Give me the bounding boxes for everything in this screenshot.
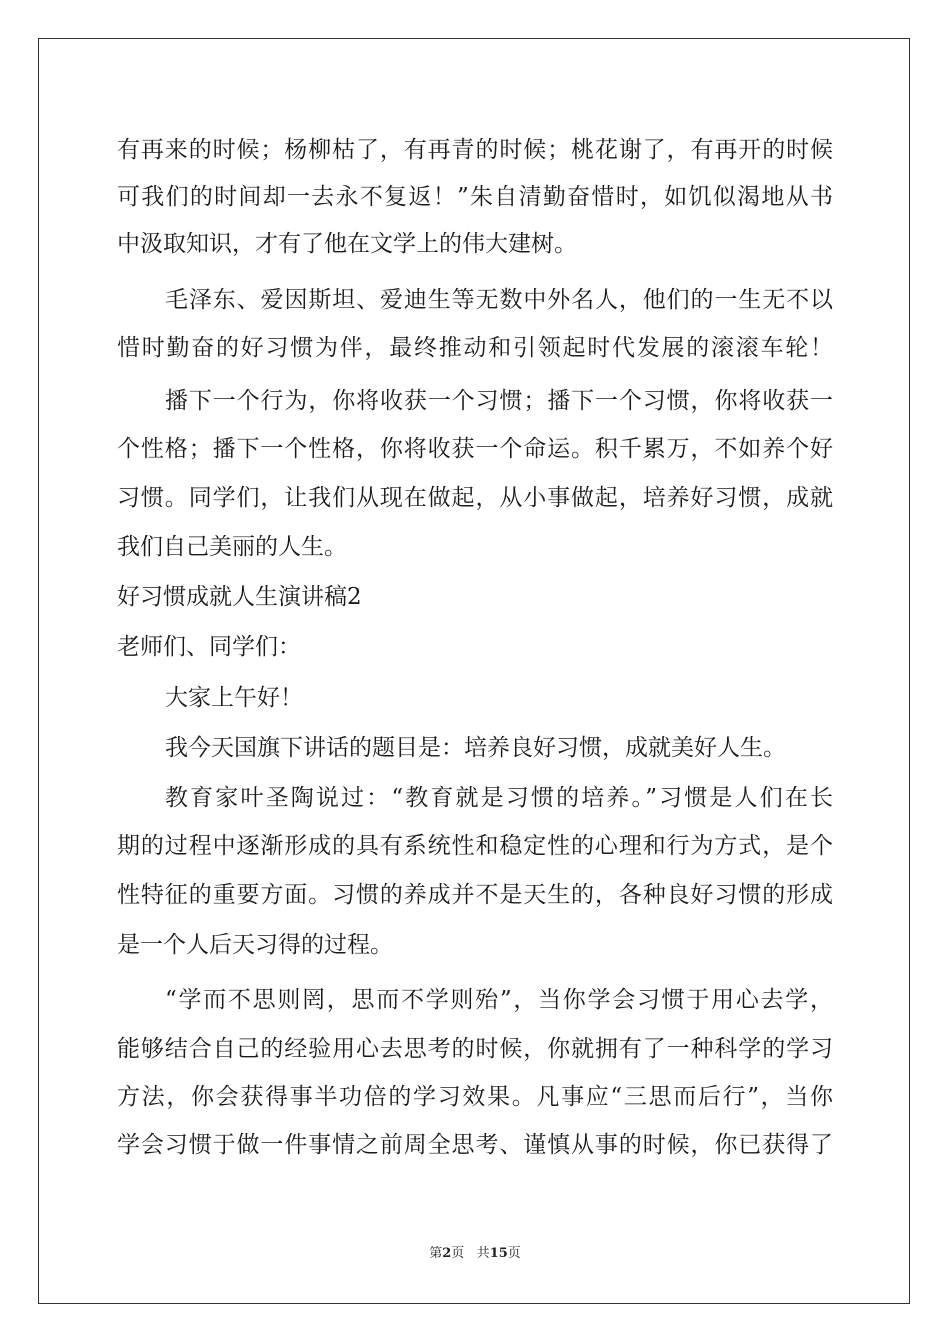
page-suffix: 页 xyxy=(451,1246,465,1261)
text-line: 毛泽东、爱因斯坦、爱迪生等无数中外名人，他们的一生无不以 xyxy=(165,287,833,313)
text-line: 中汲取知识，才有了他在文学上的伟大建树。 xyxy=(117,231,577,257)
page-total: 15 xyxy=(489,1246,508,1261)
text-line: 个性格；播下一个性格，你将收获一个命运。积千累万，不如养个好 xyxy=(117,436,833,462)
page-current: 2 xyxy=(442,1246,452,1261)
page-border xyxy=(38,38,910,1304)
total-suffix: 页 xyxy=(507,1246,521,1261)
section-heading: 好习惯成就人生演讲稿2 xyxy=(117,584,362,610)
text-line: 学会习惯于做一件事情之前周全思考、谨慎从事的时候，你已获得了 xyxy=(117,1132,833,1158)
salutation: 老师们、同学们： xyxy=(117,634,301,660)
text-line: 是一个人后天习得的过程。 xyxy=(117,932,393,958)
text-line: 能够结合自己的经验用心去思考的时候，你就拥有了一种科学的学习 xyxy=(117,1036,833,1062)
text-line: 期的过程中逐渐形成的具有系统性和稳定性的心理和行为方式，是个 xyxy=(117,833,833,859)
text-line: 教育家叶圣陶说过：“教育就是习惯的培养。”习惯是人们在长 xyxy=(165,785,833,811)
greeting: 大家上午好！ xyxy=(165,685,303,711)
text-line: 我们自己美丽的人生。 xyxy=(117,534,347,560)
total-prefix: 共 xyxy=(476,1246,490,1261)
text-line: 我今天国旗下讲话的题目是：培养良好习惯，成就美好人生。 xyxy=(165,735,786,761)
text-line: 可我们的时间却一去永不复返！”朱自清勤奋惜时，如饥似渴地从书 xyxy=(117,184,833,210)
text-line: “学而不思则罔，思而不学则殆”，当你学会习惯于用心去学， xyxy=(165,987,833,1013)
text-line: 性特征的重要方面。习惯的养成并不是天生的，各种良好习惯的形成 xyxy=(117,882,833,908)
text-line: 习惯。同学们，让我们从现在做起，从小事做起，培养好习惯，成就 xyxy=(117,485,833,511)
text-line: 方法，你会获得事半功倍的学习效果。凡事应“三思而后行”，当你 xyxy=(117,1084,833,1110)
text-line: 惜时勤奋的好习惯为伴，最终推动和引领起时代发展的滚滚车轮！ xyxy=(117,335,833,361)
page-prefix: 第 xyxy=(429,1246,443,1261)
page-footer xyxy=(0,1245,950,1263)
text-line: 播下一个行为，你将收获一个习惯；播下一个习惯，你将收获一 xyxy=(165,388,833,414)
text-line: 有再来的时候；杨柳枯了，有再青的时候；桃花谢了，有再开的时候 xyxy=(117,137,833,163)
